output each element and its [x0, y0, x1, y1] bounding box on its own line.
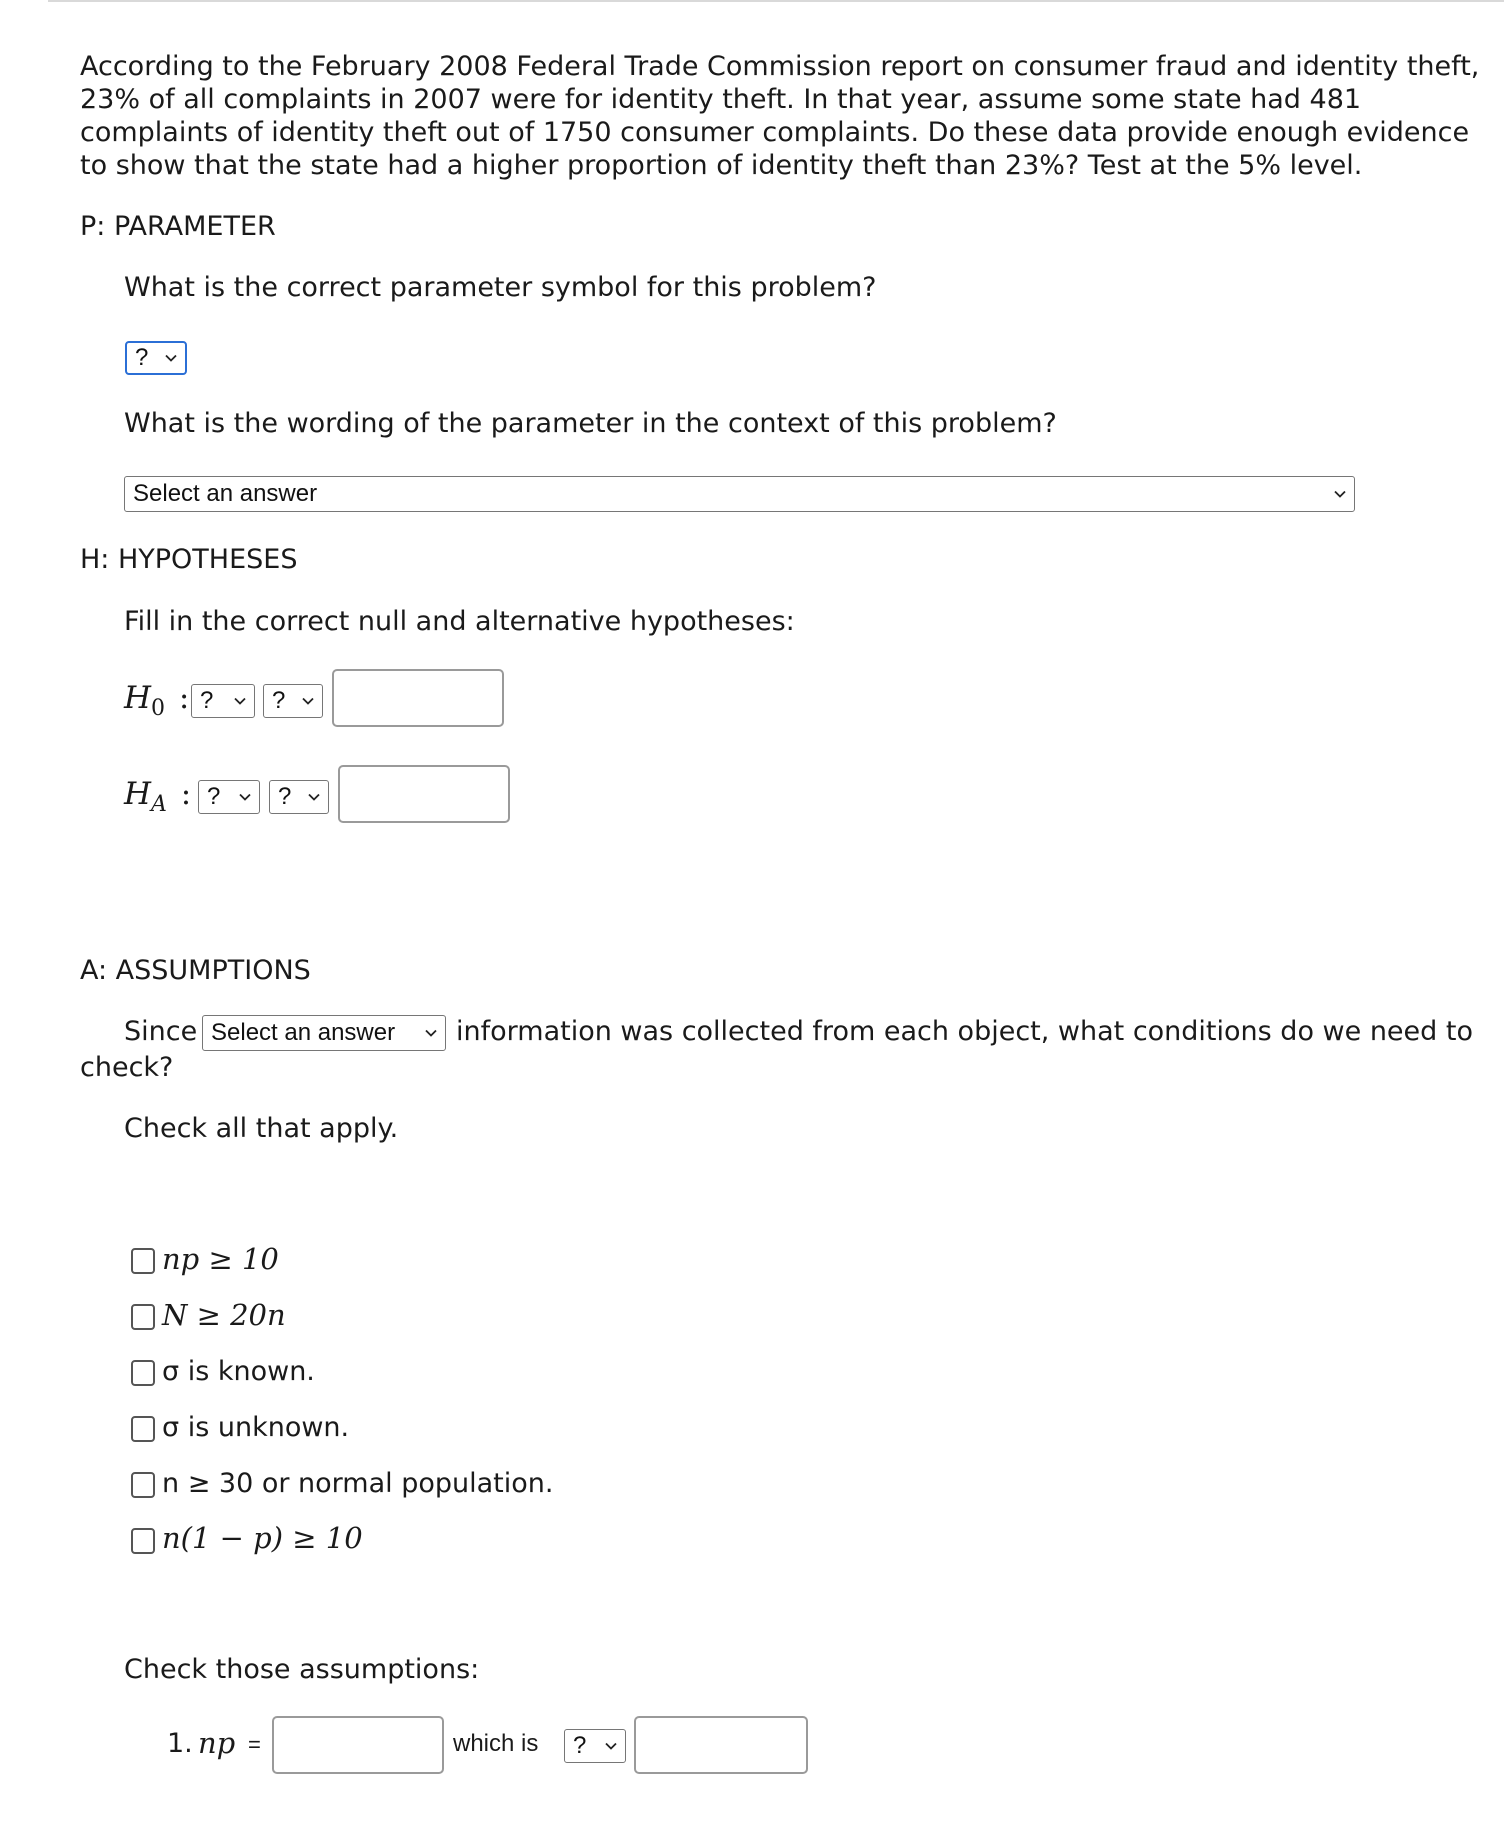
info-type-value: Select an answer	[211, 1019, 396, 1046]
problem-statement: According to the February 2008 Federal Trade Commission report on consumer fraud and identity theft, 23% of all complaints in 2007 were for identity theft. In that year, assume some state had 481 complaints of identity theft out of 1750 consumer complaints. Do these data provide enough evidence to show that the state had a higher proportion of identity theft than 23%? Test at the 5% level.	[80, 51, 1480, 181]
option-label: σ is known.	[162, 1356, 315, 1387]
chevron-down-icon	[306, 789, 322, 805]
h0-parameter-select[interactable]: ?	[191, 684, 255, 718]
ha-label: $H_A$ :	[124, 776, 192, 818]
chevron-down-icon	[1332, 486, 1348, 502]
since-suffix: information was collected from each object, what conditions do we need to	[456, 1016, 1473, 1047]
chevron-down-icon	[163, 350, 179, 366]
option-label: np ≥ 10	[162, 1242, 279, 1276]
checkbox-np-ge-10[interactable]	[131, 1248, 155, 1274]
checkbox-n-ge-30[interactable]	[131, 1472, 155, 1498]
chevron-down-icon	[423, 1025, 439, 1041]
hypotheses-heading: H: HYPOTHESES	[80, 544, 298, 575]
checkbox-N-ge-20n[interactable]	[131, 1304, 155, 1330]
check-row-expr: np	[198, 1726, 236, 1760]
np-value-input[interactable]	[272, 1716, 444, 1774]
checkbox-sigma-unknown[interactable]	[131, 1416, 155, 1442]
chevron-down-icon	[237, 789, 253, 805]
hypotheses-instruction: Fill in the correct null and alternative hypotheses:	[124, 606, 795, 637]
ha-operator-select[interactable]: ?	[269, 780, 329, 814]
parameter-heading: P: PARAMETER	[80, 211, 276, 242]
chevron-down-icon	[603, 1738, 619, 1754]
info-type-select[interactable]	[202, 1015, 446, 1051]
check-all-instruction: Check all that apply.	[124, 1113, 399, 1144]
option-label: n(1 − p) ≥ 10	[162, 1521, 363, 1555]
option-label: n ≥ 30 or normal population.	[162, 1468, 554, 1499]
np-compare-value-input[interactable]	[634, 1716, 808, 1774]
top-divider	[48, 0, 1504, 2]
parameter-wording-question: What is the wording of the parameter in the context of this problem?	[124, 408, 1057, 439]
parameter-symbol-question: What is the correct parameter symbol for this problem?	[124, 272, 877, 303]
option-label: N ≥ 20n	[162, 1298, 286, 1332]
h0-value-input[interactable]	[332, 669, 504, 727]
parameter-wording-value: Select an answer	[133, 480, 318, 507]
h0-label: $H_0$ :	[124, 680, 190, 722]
checkbox-sigma-known[interactable]	[131, 1360, 155, 1386]
check-row-equals: =	[248, 1732, 261, 1757]
check-those-instruction: Check those assumptions:	[124, 1654, 480, 1685]
checkbox-n-1-minus-p-ge-10[interactable]	[131, 1528, 155, 1554]
chevron-down-icon	[300, 693, 316, 709]
parameter-symbol-select[interactable]	[125, 341, 187, 375]
ha-value-input[interactable]	[338, 765, 510, 823]
since-prefix: Since	[124, 1016, 198, 1047]
ha-parameter-select[interactable]: ?	[198, 780, 260, 814]
np-compare-select[interactable]: ?	[564, 1729, 626, 1763]
which-is-label: which is	[453, 1730, 539, 1757]
h0-operator-select[interactable]: ?	[263, 684, 323, 718]
parameter-symbol-value: ?	[135, 344, 149, 371]
parameter-wording-select[interactable]	[124, 476, 1355, 512]
chevron-down-icon	[232, 693, 248, 709]
assumptions-heading: A: ASSUMPTIONS	[80, 955, 311, 986]
option-label: σ is unknown.	[162, 1412, 350, 1443]
check-row-number: 1.	[167, 1728, 193, 1759]
since-wrap: check?	[80, 1052, 174, 1083]
